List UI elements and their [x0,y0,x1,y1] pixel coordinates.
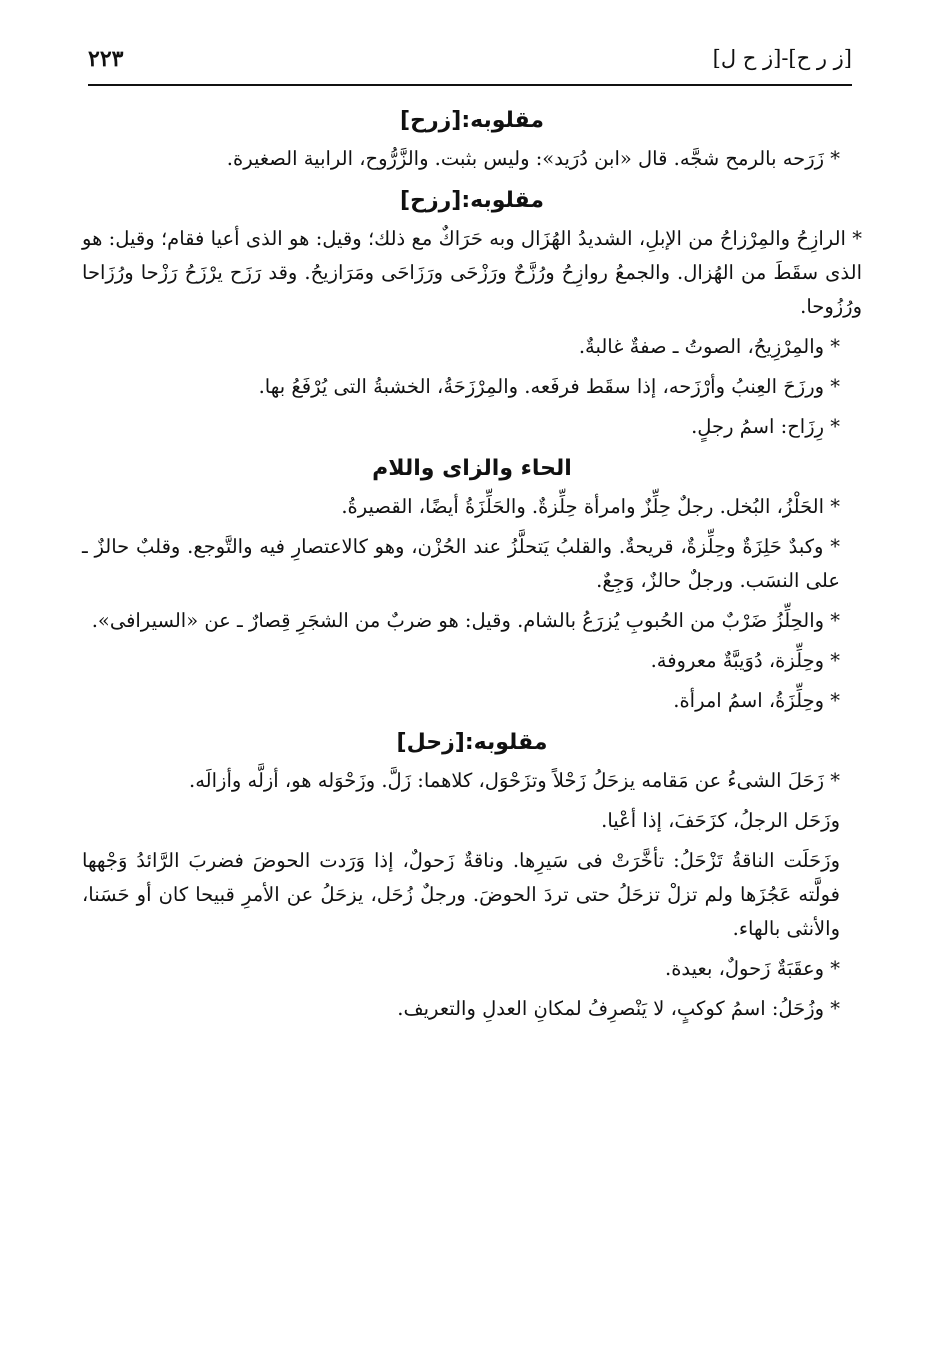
section-title: مقلوبه:[زرح] [400,108,544,133]
paragraph: * وحِلِّزة، دُوَيبَّةٌ معروفة. [650,649,840,672]
paragraph: * وعقَبَةٌ زَحولٌ، بعيدة. [665,957,840,980]
page-number: ٢٢٣ [88,46,124,72]
page-header [88,42,852,82]
paragraph: * زَحَلَ الشىءُ عن مَقامه يزحَلُ زَحْلاً وتزَحْوَل، كلاهما: زَلَّ. وزَحْوَله هو، أزلَّه وأزالَه. [189,769,840,792]
running-head: [ز ر ح]-[ز ح ل] [712,46,852,70]
paragraph: * والحِلِّزُ ضَرْبٌ من الحُبوبِ يُزرَعُ بالشام. وقيل: هو ضربٌ من الشجَرِ قِصارٌ ـ عن «السيرافى». [91,609,840,632]
header-rule [88,84,852,86]
paragraph: * رِزَاح: اسمُ رجلٍ. [691,415,840,438]
paragraph: وزَحَل الرجلُ، كزَحَفَ، إذا أعْيا. [601,809,840,832]
paragraph: * ورزَحَ العِنبُ وأرْزَحه، إذا سقَط فرفَعه. والمِرْزَحَةُ، الخشبةُ التى يُرْفَعُ بها. [258,375,840,398]
paragraph: وزَحَلَت الناقةُ تَزْحَلُ: تأخَّرَتْ فى سَيرِها. وناقةٌ زَحولٌ، إذا وَرَدت الحوضَ فضربَ الرَّائدُ وَجْهها فولَّته عَجُزَها ولم تزلْ تزحَلُ حتى تردَ الحوضَ. ورجلٌ زُحَل، يزحَلُ عن الأمرِ قبيحا كان أو حَسَنا، والأنثى بالهاء. [82,849,840,940]
paragraph: * الحَلْزُ، البُخل. رجلٌ حِلِّزٌ وامرأة حِلِّزةٌ. والحَلِّزَةُ أيضًا، القصيرةُ. [341,495,840,518]
paragraph: * زَرَحه بالرمح شجَّه. قال «ابن دُرَيد»: وليس بثبت. والزَّرُّوح، الرابية الصغيرة. [226,147,840,170]
paragraph: * والمِرْزِيحُ، الصوتُ ـ صفةٌ غالبةٌ. [578,335,840,358]
paragraph: * وزُحَلُ: اسمُ كوكبٍ، لا يَنْصرِفُ لمكانِ العدلِ والتعريف. [397,997,840,1020]
section-title: الحاء والزاى واللام [372,456,572,481]
paragraph: * وحِلِّزَةُ، اسمُ امرأة. [673,689,840,712]
section-title: مقلوبه:[رزح] [400,188,544,213]
page-body [82,98,862,1032]
paragraph: * وكبدٌ حَلِزَةٌ وحِلِّزةٌ، قريحةٌ. والقلبُ يَتحلَّزُ عند الحُزْن، وهو كالاعتصارِ فيه والتَّوجع. وقلبٌ حالزٌ ـ على النسَب. ورجلٌ حالزٌ، وَجِعٌ. [82,535,840,592]
paragraph: * الرازِحُ والمِرْزاحُ من الإبلِ، الشديدُ الهُزَال وبه حَرَاكٌ مع ذلك؛ وقيل: هو الذى أعيا فقام؛ وقيل: هو الذى سقَطَ من الهُزال. والجمعُ روازِحُ ورُزَّحٌ ورَزْحَى ورَزَاحَى ومَرَازيحُ. وقد رَزَح يرْزَحُ رَزْحا ورُزَاحا ورُزُوحا. [82,227,862,318]
section-title: مقلوبه:[زحل] [396,730,548,755]
